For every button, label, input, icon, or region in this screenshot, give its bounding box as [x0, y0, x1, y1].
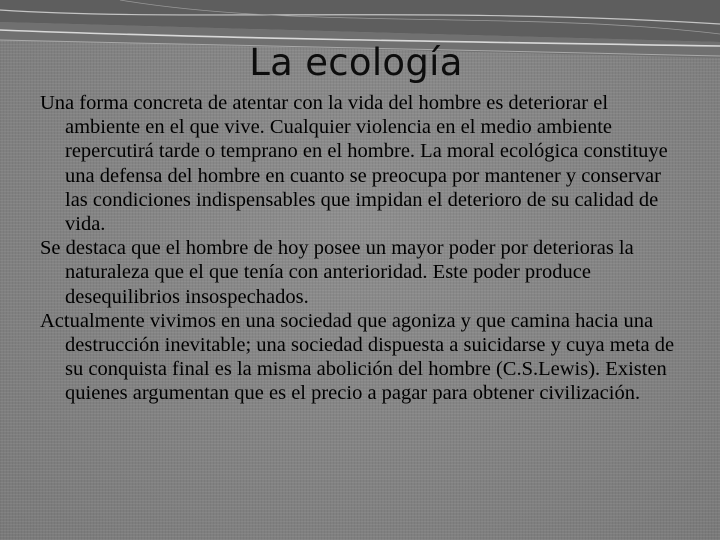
paragraph-2: Se destaca que el hombre de hoy posee un mayor poder por deterioras la naturaleza que el que tenía con anterioridad. Este poder produce desequilibrios insospechados.: [40, 237, 634, 308]
paragraph-1: Una forma concreta de atentar con la vida del hombre es deteriorar el ambiente en el que vive. Cualquier violencia en el medio ambiente repercutirá tarde o temprano en el hombre. La moral ecológica constituye una defensa del hombre en cuanto se preocupa por mantener y conservar las condiciones indispensables que impidan el deterioro de su calidad de vida.: [40, 92, 668, 236]
slide-body: [40, 91, 688, 406]
slide-title: La ecología: [249, 41, 463, 84]
paragraph-3: Actualmente vivimos en una sociedad que agoniza y que camina hacia una destrucción inevitable; una sociedad dispuesta a suicidarse y cuya meta de su conquista final es la misma abolición del hombre (C.S.Lewis). Existen quienes argumentan que es el precio a pagar para obtener civilización.: [40, 309, 675, 405]
